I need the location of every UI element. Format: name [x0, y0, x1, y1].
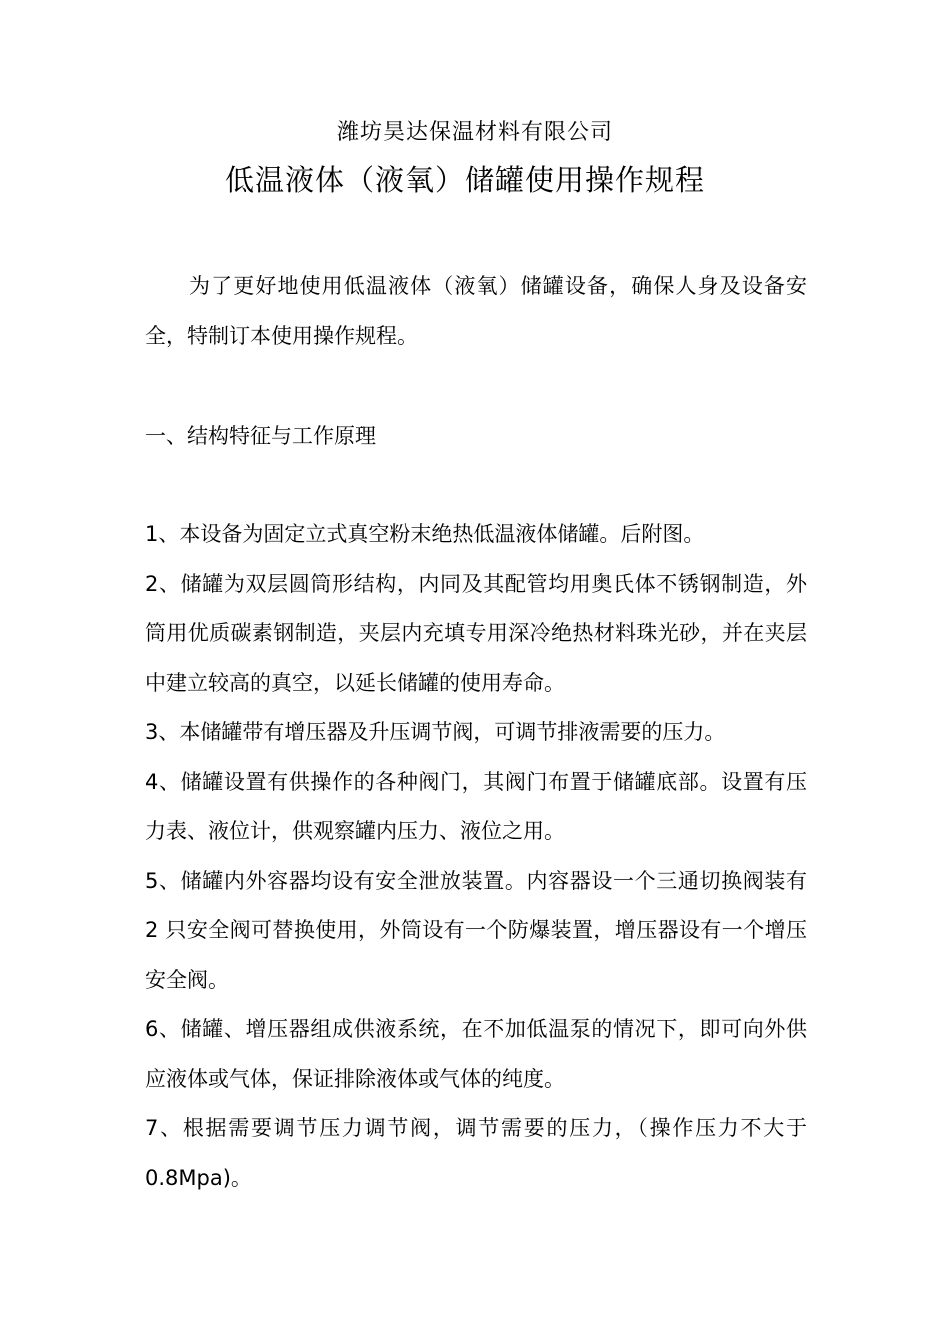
- list-item: 7、根据需要调节压力调节阀，调节需要的压力，（操作压力不大于 0.8Mpa)。: [145, 1116, 807, 1190]
- intro-paragraph-block: [145, 262, 807, 361]
- list-item: 1、本设备为固定立式真空粉末绝热低温液体储罐。后附图。: [145, 522, 705, 546]
- list-item: 5、储罐内外容器均设有安全泄放装置。内容器设一个三通切换阀装有 2 只安全阀可替换使用，外筒设有一个防爆装置，增压器设有一个增压安全阀。: [145, 868, 807, 992]
- company-name: 潍坊昊达保温材料有限公司: [336, 120, 613, 145]
- list-item: 4、储罐设置有供操作的各种阀门，其阀门布置于储罐底部。设置有压力表、液位计，供观察罐内压力、液位之用。: [145, 769, 807, 843]
- intro-paragraph: 为了更好地使用低温液体（液氧）储罐设备，确保人身及设备安全，特制订本使用操作规程。: [145, 274, 807, 348]
- list-item: 6、储罐、增压器组成供液系统，在不加低温泵的情况下，即可向外供应液体或气体，保证排除液体或气体的纯度。: [145, 1017, 807, 1091]
- item-list: [145, 510, 807, 1203]
- section-heading-structure: 一、结构特征与工作原理: [145, 424, 376, 448]
- list-item: 2、储罐为双层圆筒形结构，内同及其配管均用奥氏体不锈钢制造，外筒用优质碳素钢制造，夹层内充填专用深冷绝热材料珠光砂，并在夹层中建立较高的真空，以延长储罐的使用寿命。: [145, 571, 807, 695]
- document-title: 低温液体（液氧）储罐使用操作规程: [224, 163, 705, 197]
- list-item: 3、本储罐带有增压器及升压调节阀，可调节排液需要的压力。: [145, 720, 726, 744]
